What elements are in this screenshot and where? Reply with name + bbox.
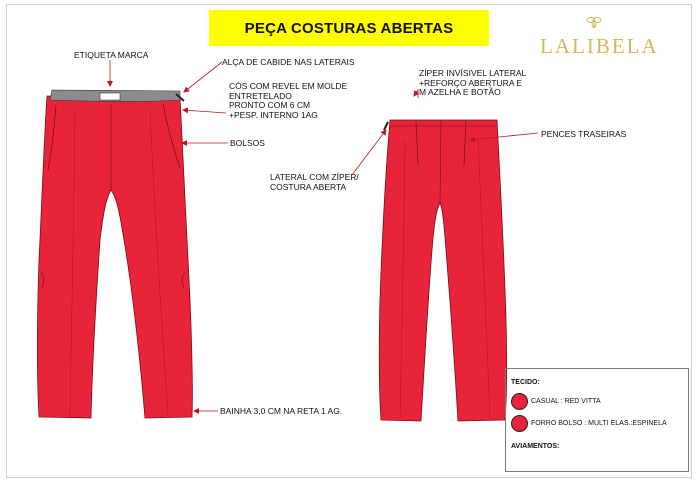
legend-swatch-forro: [511, 415, 528, 432]
label-alca-cabide: ALÇA DE CABIDE NAS LATERAIS: [222, 57, 355, 67]
brand-label-tag: [100, 93, 120, 100]
brand-logo: LALIBELA: [540, 34, 659, 58]
back-pants: [379, 120, 506, 421]
front-pants: [38, 90, 193, 418]
label-ziper: ZÍPER INVÍSIVEL LATERAL +REFORÇO ABERTURA E M AZELHA E BOTÃO: [419, 68, 527, 97]
legend-tecido-label: TECIDO:: [511, 379, 540, 386]
legend-swatch-casual: [511, 393, 528, 410]
arrow-ziper: [414, 90, 418, 98]
material-legend: [505, 368, 689, 472]
arrow-alca: [184, 62, 222, 92]
page-title: PEÇA COSTURAS ABERTAS: [209, 10, 489, 46]
back-hanger-loop: [384, 122, 388, 130]
label-etiqueta-marca: ETIQUETA MARCA: [74, 50, 149, 60]
label-pences: PENCES TRASEIRAS: [541, 129, 627, 139]
legend-item-forro: FORRO BOLSO : MULTI ELAS.:ESPINELA: [531, 420, 667, 427]
label-bainha: BAINHA 3,0 CM NA RETA 1 AG.: [220, 406, 343, 416]
legend-aviamentos-label: AVIAMENTOS:: [511, 443, 560, 450]
label-lateral-ziper: LATERAL COM ZÍPER/ COSTURA ABERTA: [270, 172, 359, 192]
front-pants-body: [38, 96, 193, 418]
arrow-lateral: [352, 130, 386, 175]
arrow-cos: [183, 110, 226, 113]
legend-item-casual: CASUAL : RED VITTA: [531, 398, 601, 405]
label-cos: CÓS COM REVEL EM MOLDE ENTRETELADO PRONTO COM 6 CM +PESP. INTERNO 1AG: [229, 81, 348, 120]
back-pants-body: [379, 120, 506, 421]
label-bolsos: BOLSOS: [230, 138, 265, 148]
